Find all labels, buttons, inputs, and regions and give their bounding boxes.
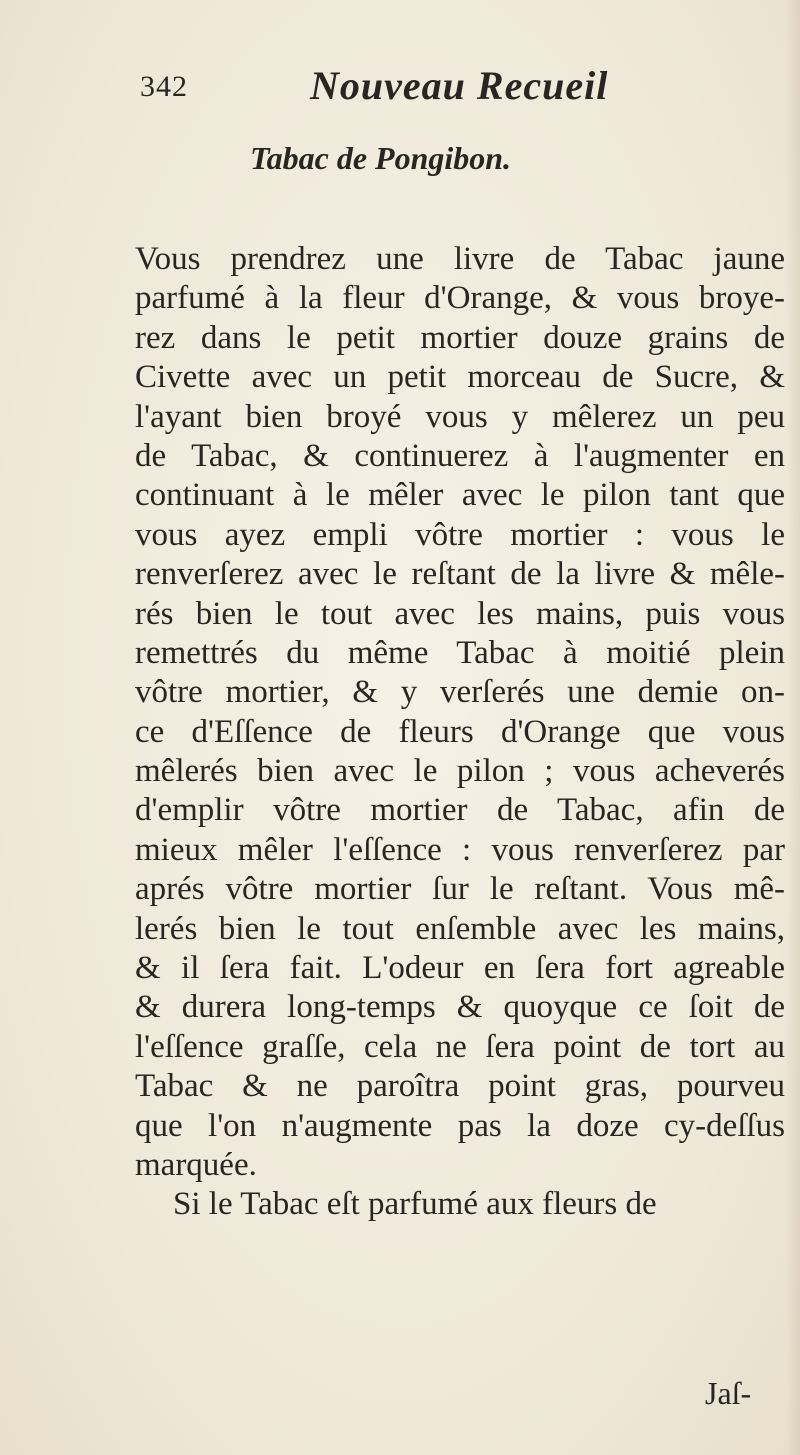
text-line: remettrés du même Tabac à moitié plein [135, 634, 785, 671]
catchword: Jaſ- [705, 1375, 752, 1411]
text-line: vous ayez empli vôtre mortier : vous le [135, 516, 785, 553]
text-line: rés bien le tout avec les mains, puis vous [135, 595, 785, 632]
running-title: Nouveau Recueil [310, 63, 609, 108]
text-line: lerés bien le tout enſemble avec les mains, [135, 910, 785, 947]
text-line: Vous prendrez une livre de Tabac jaune [135, 241, 785, 277]
text-line: Civette avec un petit morceau de Sucre, & [135, 359, 785, 396]
text-line: marquée. [135, 1146, 257, 1183]
text-line: mêlerés bien avec le pilon ; vous acheverés [135, 753, 785, 790]
text-line: Tabac & ne paroîtra point gras, pourveu [135, 1068, 785, 1105]
page-edge-shadow [786, 0, 800, 1455]
text-line: l'eſſence graſſe, cela ne ſera point de tort au [135, 1028, 785, 1065]
text-line: d'emplir vôtre mortier de Tabac, afin de [135, 792, 785, 829]
text-line: & durera long-temps & quoyque ce ſoit de [135, 989, 785, 1026]
text-line: rez dans le petit mortier douze grains de [135, 319, 785, 356]
section-title: Tabac de Pongibon. [250, 140, 512, 176]
text-line: mieux mêler l'eſſence : vous renverſerez par [135, 831, 785, 868]
text-line: l'ayant bien broyé vous y mêlerez un peu [135, 398, 785, 435]
text-line: continuant à le mêler avec le pilon tant que [135, 477, 785, 514]
text-line: que l'on n'augmente pas la doze cy-deſſus [135, 1107, 785, 1144]
text-line: parfumé à la fleur d'Orange, & vous broye- [135, 280, 785, 317]
text-line: ce d'Eſſence de fleurs d'Orange que vous [135, 713, 785, 750]
page-header [130, 62, 690, 112]
body-text [135, 240, 785, 1225]
text-line: renverſerez avec le reſtant de la livre & mêle- [135, 556, 785, 593]
text-line: & il ſera fait. L'odeur en ſera fort agreable [135, 950, 785, 987]
text-line: Si le Tabac eſt parfumé aux fleurs de [173, 1186, 657, 1223]
page-number: 342 [140, 70, 188, 103]
text-line: aprés vôtre mortier ſur le reſtant. Vous mê- [135, 871, 785, 908]
text-line: vôtre mortier, & y verſerés une demie on- [135, 674, 785, 711]
text-line: de Tabac, & continuerez à l'augmenter en [135, 437, 785, 474]
